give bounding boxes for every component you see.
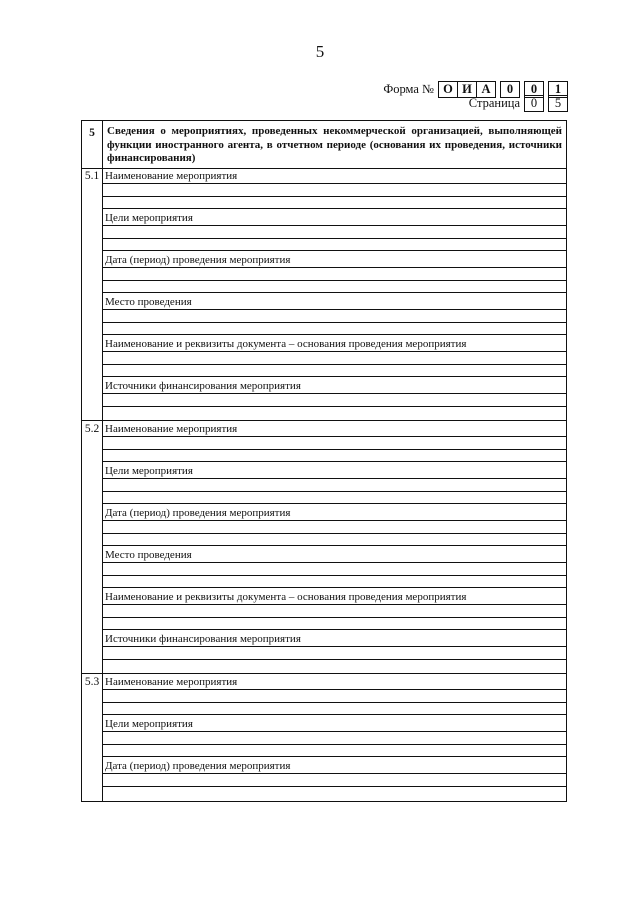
field-label-goals: Цели мероприятия bbox=[105, 718, 193, 730]
form-code-cell: А bbox=[476, 81, 496, 98]
entry-line bbox=[102, 250, 566, 251]
events-table bbox=[81, 120, 567, 802]
header-number: 5 bbox=[89, 127, 95, 139]
entry-line bbox=[102, 449, 566, 450]
entry-line bbox=[102, 491, 566, 492]
entry-line bbox=[102, 731, 566, 732]
entry-line bbox=[102, 744, 566, 745]
header-title: Сведения о мероприятиях, проведенных некоммерческой организацией, выполняющей функции иностранного агента, в отчетном периоде (основания их проведения, источники финансирования) bbox=[107, 125, 562, 164]
field-label-basis-document: Наименование и реквизиты документа – основания проведения мероприятия bbox=[105, 591, 467, 603]
entry-line bbox=[102, 196, 566, 197]
entry-line bbox=[102, 225, 566, 226]
field-label-place: Место проведения bbox=[105, 296, 192, 308]
entry-line bbox=[102, 364, 566, 365]
section-number: 5.1 bbox=[84, 170, 100, 182]
entry-line bbox=[102, 267, 566, 268]
entry-line bbox=[102, 503, 566, 504]
form-code-cell: 0 bbox=[524, 81, 544, 98]
page-code-label: Страница bbox=[468, 96, 520, 110]
field-label-event-name: Наименование мероприятия bbox=[105, 423, 238, 435]
entry-line bbox=[102, 322, 566, 323]
entry-line bbox=[102, 617, 566, 618]
form-code-cell: 1 bbox=[548, 81, 568, 98]
field-label-event-name: Наименование мероприятия bbox=[105, 676, 238, 688]
entry-line bbox=[102, 756, 566, 757]
entry-line bbox=[102, 562, 566, 563]
field-label-date: Дата (период) проведения мероприятия bbox=[105, 507, 291, 519]
page-code bbox=[469, 95, 568, 112]
entry-line bbox=[102, 292, 566, 293]
page-number: 5 bbox=[315, 42, 325, 61]
entry-line bbox=[102, 436, 566, 437]
section-5-2 bbox=[82, 421, 566, 674]
field-label-date: Дата (период) проведения мероприятия bbox=[105, 760, 291, 772]
entry-line bbox=[102, 406, 566, 407]
entry-line bbox=[102, 533, 566, 534]
field-label-funding-sources: Источники финансирования мероприятия bbox=[105, 380, 301, 392]
entry-line bbox=[102, 280, 566, 281]
entry-line bbox=[102, 786, 566, 787]
form-code-cell: И bbox=[457, 81, 477, 98]
page-code-cells bbox=[524, 95, 568, 112]
entry-line bbox=[102, 334, 566, 335]
entry-line bbox=[102, 478, 566, 479]
entry-line bbox=[102, 376, 566, 377]
entry-line bbox=[102, 461, 566, 462]
entry-line bbox=[102, 575, 566, 576]
entry-line bbox=[102, 702, 566, 703]
field-label-goals: Цели мероприятия bbox=[105, 465, 193, 477]
entry-line bbox=[102, 587, 566, 588]
entry-line bbox=[102, 393, 566, 394]
form-code-cell: О bbox=[438, 81, 458, 98]
section-number: 5.3 bbox=[84, 676, 100, 688]
form-number-label: Форма № bbox=[383, 82, 434, 96]
form-code-cell: 0 bbox=[500, 81, 520, 98]
entry-line bbox=[102, 629, 566, 630]
entry-line bbox=[102, 238, 566, 239]
field-label-basis-document: Наименование и реквизиты документа – основания проведения мероприятия bbox=[105, 338, 467, 350]
entry-line bbox=[102, 545, 566, 546]
entry-line bbox=[102, 520, 566, 521]
entry-line bbox=[102, 714, 566, 715]
entry-line bbox=[102, 351, 566, 352]
field-label-funding-sources: Источники финансирования мероприятия bbox=[105, 633, 301, 645]
entry-line bbox=[102, 604, 566, 605]
field-label-event-name: Наименование мероприятия bbox=[105, 170, 238, 182]
field-label-date: Дата (период) проведения мероприятия bbox=[105, 254, 291, 266]
entry-line bbox=[102, 183, 566, 184]
page-code-cell: 0 bbox=[524, 95, 544, 112]
page-code-cell: 5 bbox=[548, 95, 568, 112]
entry-line bbox=[102, 646, 566, 647]
field-label-place: Место проведения bbox=[105, 549, 192, 561]
section-5-1 bbox=[82, 168, 566, 421]
entry-line bbox=[102, 208, 566, 209]
entry-line bbox=[102, 689, 566, 690]
entry-line bbox=[102, 309, 566, 310]
entry-line bbox=[102, 659, 566, 660]
section-5-3 bbox=[82, 674, 566, 802]
field-label-goals: Цели мероприятия bbox=[105, 212, 193, 224]
table-header bbox=[82, 121, 566, 169]
section-number: 5.2 bbox=[84, 423, 100, 435]
entry-line bbox=[102, 773, 566, 774]
